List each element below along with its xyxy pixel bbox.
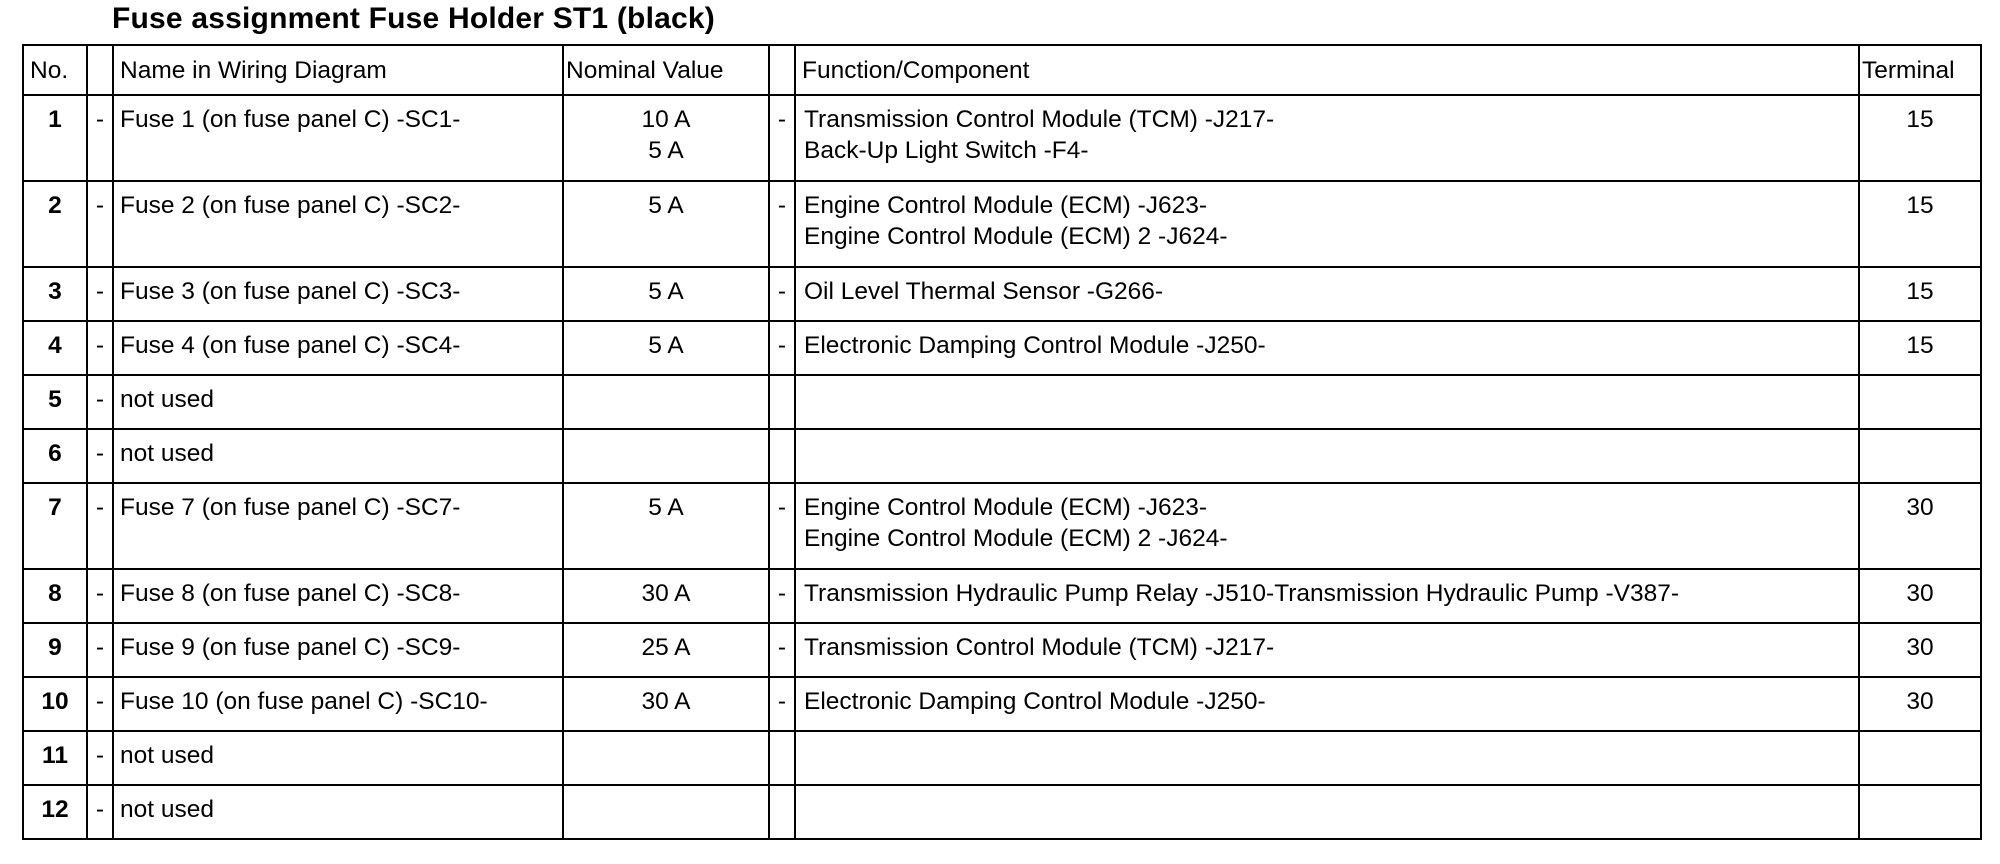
- nominal-value: [563, 483, 769, 569]
- dash-separator: -: [87, 375, 113, 429]
- terminal: 30: [1859, 677, 1981, 731]
- wiring-diagram-name: Fuse 1 (on fuse panel C) -SC1-: [113, 95, 563, 181]
- dash-separator: -: [87, 181, 113, 267]
- header-function: Function/Component: [795, 45, 1859, 95]
- nominal-value-line: 5 A: [648, 192, 684, 219]
- fuse-number: 1: [23, 95, 87, 181]
- dash-separator-2: -: [769, 569, 795, 623]
- dash-separator: -: [87, 321, 113, 375]
- function-component: [795, 321, 1859, 375]
- function-component: [795, 95, 1859, 181]
- nominal-value: [563, 569, 769, 623]
- dash-separator-2: [769, 375, 795, 429]
- nominal-value-line: 10 A: [641, 106, 691, 133]
- header-terminal: Terminal: [1859, 45, 1981, 95]
- table-row: [23, 181, 1981, 267]
- fuse-number: 2: [23, 181, 87, 267]
- table-row: [23, 677, 1981, 731]
- table-row: [23, 569, 1981, 623]
- dash-separator-2: [769, 785, 795, 839]
- function-component: [795, 267, 1859, 321]
- header-name: Name in Wiring Diagram: [113, 45, 563, 95]
- header-no: No.: [23, 45, 87, 95]
- fuse-number: 5: [23, 375, 87, 429]
- wiring-diagram-name: Fuse 4 (on fuse panel C) -SC4-: [113, 321, 563, 375]
- terminal: [1859, 375, 1981, 429]
- nominal-value-line: 25 A: [641, 634, 691, 661]
- nominal-value: [563, 375, 769, 429]
- table-row: [23, 321, 1981, 375]
- nominal-value-line: 5 A: [648, 494, 684, 521]
- function-component: [795, 429, 1859, 483]
- terminal: 30: [1859, 483, 1981, 569]
- table-body: [23, 95, 1981, 839]
- wiring-diagram-name: Fuse 9 (on fuse panel C) -SC9-: [113, 623, 563, 677]
- table-row: [23, 623, 1981, 677]
- function-component: [795, 181, 1859, 267]
- dash-separator: -: [87, 731, 113, 785]
- terminal: [1859, 731, 1981, 785]
- wiring-diagram-name: Fuse 10 (on fuse panel C) -SC10-: [113, 677, 563, 731]
- fuse-number: 3: [23, 267, 87, 321]
- function-component-line: Engine Control Module (ECM) -J623-: [804, 494, 1208, 521]
- table-row: [23, 429, 1981, 483]
- table-row: [23, 95, 1981, 181]
- wiring-diagram-name: Fuse 3 (on fuse panel C) -SC3-: [113, 267, 563, 321]
- terminal: 15: [1859, 181, 1981, 267]
- function-component-line: Oil Level Thermal Sensor -G266-: [804, 278, 1164, 305]
- fuse-number: 6: [23, 429, 87, 483]
- function-component-line: Transmission Control Module (TCM) -J217-: [804, 106, 1275, 133]
- nominal-value-line: 30 A: [641, 580, 691, 607]
- nominal-value: [563, 267, 769, 321]
- header-nominal-value: Nominal Value: [563, 45, 769, 95]
- dash-separator: -: [87, 267, 113, 321]
- dash-separator-2: -: [769, 623, 795, 677]
- function-component-line: Electronic Damping Control Module -J250-: [804, 332, 1266, 359]
- function-component-line: Engine Control Module (ECM) -J623-: [804, 192, 1208, 219]
- table-row: [23, 375, 1981, 429]
- function-component: [795, 483, 1859, 569]
- fuse-number: 8: [23, 569, 87, 623]
- wiring-diagram-name: Fuse 2 (on fuse panel C) -SC2-: [113, 181, 563, 267]
- function-component-line: Engine Control Module (ECM) 2 -J624-: [804, 525, 1228, 552]
- wiring-diagram-name: not used: [113, 785, 563, 839]
- dash-separator: -: [87, 785, 113, 839]
- table-row: [23, 483, 1981, 569]
- nominal-value-line: 30 A: [641, 688, 691, 715]
- dash-separator-2: -: [769, 95, 795, 181]
- wiring-diagram-name: Fuse 8 (on fuse panel C) -SC8-: [113, 569, 563, 623]
- function-component-line: Transmission Control Module (TCM) -J217-: [804, 634, 1275, 661]
- nominal-value-line: 5 A: [648, 332, 684, 359]
- function-component: [795, 677, 1859, 731]
- fuse-assignment-table: [22, 44, 1982, 840]
- function-component: [795, 731, 1859, 785]
- function-component-line: Engine Control Module (ECM) 2 -J624-: [804, 223, 1228, 250]
- terminal: 30: [1859, 569, 1981, 623]
- table-row: [23, 267, 1981, 321]
- nominal-value: [563, 95, 769, 181]
- fuse-number: 12: [23, 785, 87, 839]
- nominal-value-line: 5 A: [648, 278, 684, 305]
- dash-separator-2: [769, 429, 795, 483]
- dash-separator: -: [87, 623, 113, 677]
- terminal: [1859, 429, 1981, 483]
- nominal-value: [563, 677, 769, 731]
- nominal-value: [563, 785, 769, 839]
- wiring-diagram-name: not used: [113, 731, 563, 785]
- nominal-value: [563, 731, 769, 785]
- nominal-value-line: 5 A: [648, 137, 684, 164]
- function-component: [795, 375, 1859, 429]
- fuse-number: 9: [23, 623, 87, 677]
- function-component: [795, 785, 1859, 839]
- table-row: [23, 731, 1981, 785]
- dash-separator: -: [87, 95, 113, 181]
- terminal: [1859, 785, 1981, 839]
- wiring-diagram-name: Fuse 7 (on fuse panel C) -SC7-: [113, 483, 563, 569]
- terminal: 15: [1859, 95, 1981, 181]
- dash-separator: -: [87, 429, 113, 483]
- dash-separator: -: [87, 677, 113, 731]
- nominal-value: [563, 181, 769, 267]
- table-row: [23, 785, 1981, 839]
- function-component-line: Electronic Damping Control Module -J250-: [804, 688, 1266, 715]
- function-component-line: Back-Up Light Switch -F4-: [804, 137, 1089, 164]
- dash-separator-2: -: [769, 267, 795, 321]
- header-dash: [87, 45, 113, 95]
- nominal-value: [563, 623, 769, 677]
- terminal: 15: [1859, 267, 1981, 321]
- function-component: [795, 569, 1859, 623]
- dash-separator-2: -: [769, 181, 795, 267]
- nominal-value: [563, 429, 769, 483]
- wiring-diagram-name: not used: [113, 429, 563, 483]
- fuse-number: 7: [23, 483, 87, 569]
- terminal: 30: [1859, 623, 1981, 677]
- page-title: Fuse assignment Fuse Holder ST1 (black): [112, 2, 715, 35]
- dash-separator-2: -: [769, 321, 795, 375]
- dash-separator-2: -: [769, 677, 795, 731]
- dash-separator: -: [87, 569, 113, 623]
- fuse-number: 10: [23, 677, 87, 731]
- dash-separator-2: -: [769, 483, 795, 569]
- nominal-value: [563, 321, 769, 375]
- header-row: [23, 45, 1981, 95]
- function-component-line: Transmission Hydraulic Pump Relay -J510-Transmission Hydraulic Pump -V387-: [804, 580, 1680, 607]
- terminal: 15: [1859, 321, 1981, 375]
- dash-separator: -: [87, 483, 113, 569]
- wiring-diagram-name: not used: [113, 375, 563, 429]
- fuse-number: 11: [23, 731, 87, 785]
- fuse-number: 4: [23, 321, 87, 375]
- header-dash-2: [769, 45, 795, 95]
- dash-separator-2: [769, 731, 795, 785]
- function-component: [795, 623, 1859, 677]
